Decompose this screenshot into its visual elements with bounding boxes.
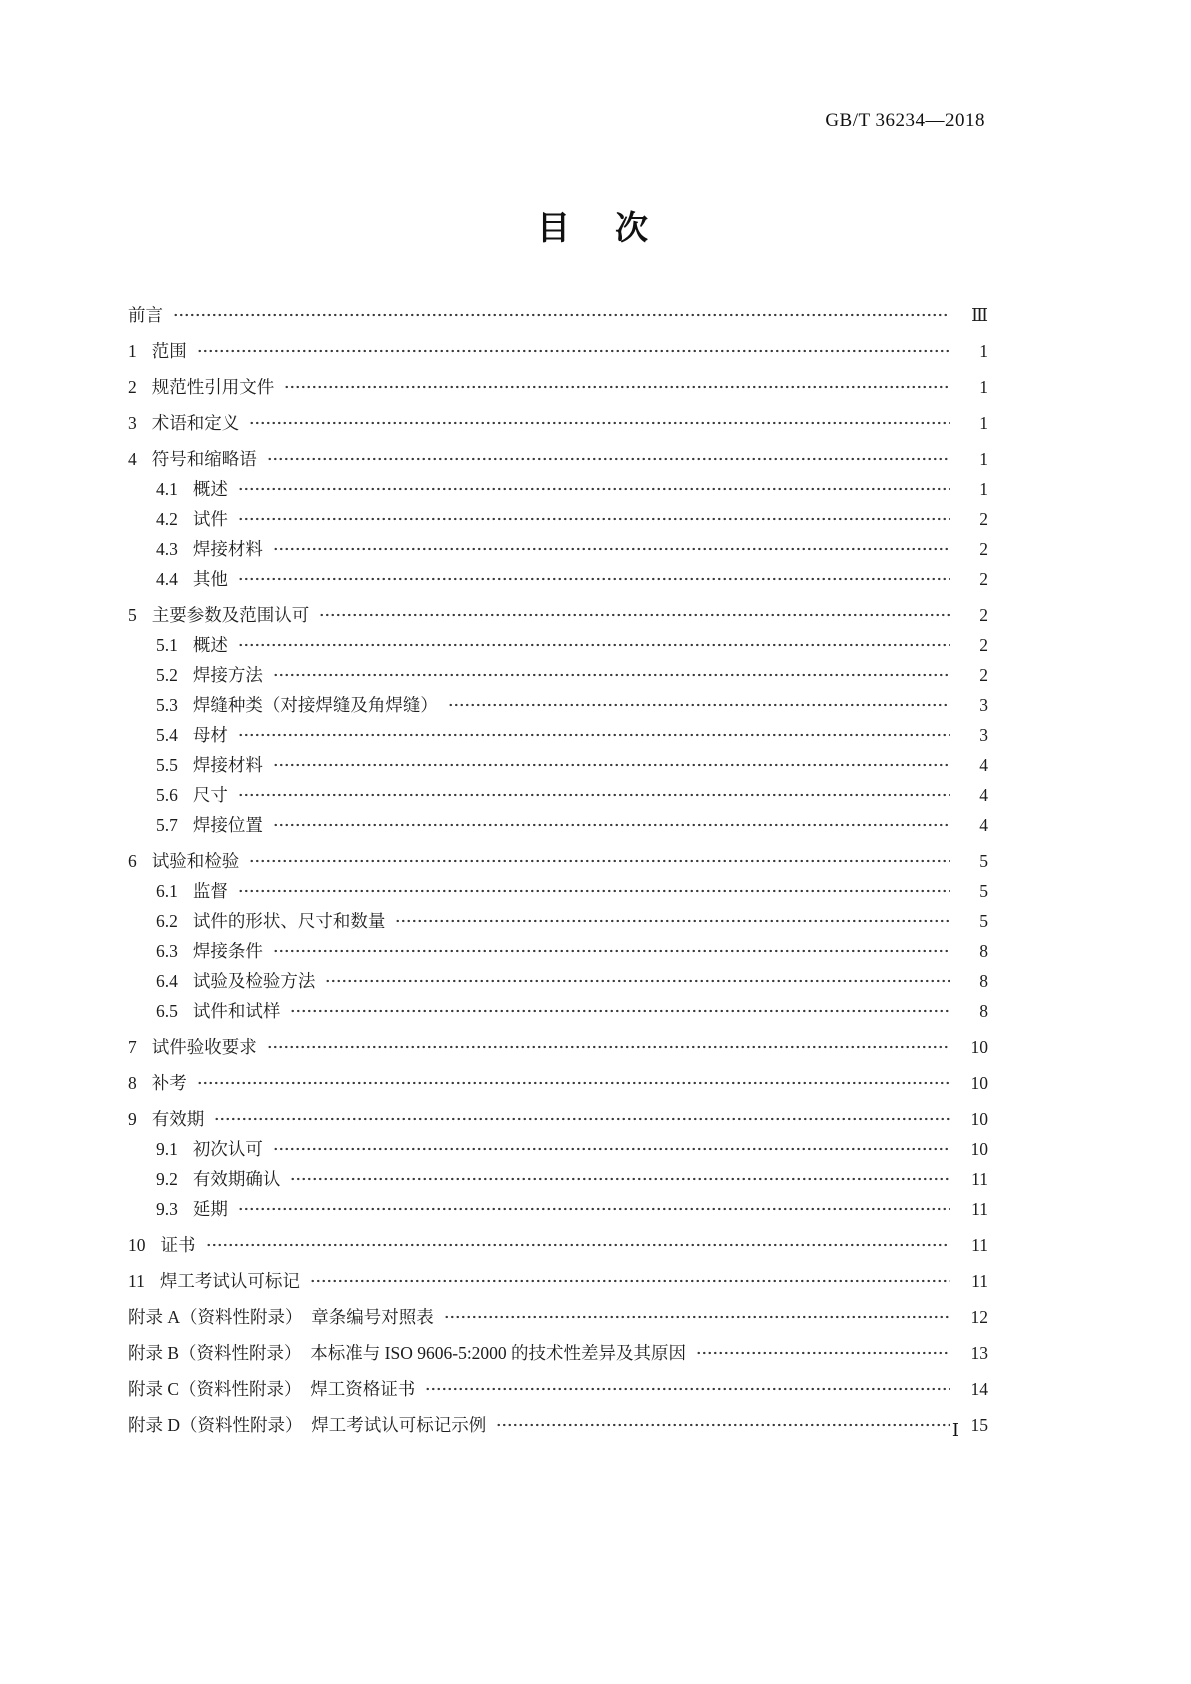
toc-entry-number: 1 <box>128 341 137 361</box>
toc-entry <box>128 1302 988 1332</box>
toc-entry-number: 9.1 <box>156 1139 178 1159</box>
toc-entry-label[interactable]: 附录 A（资料性附录） 章条编号对照表 <box>128 1307 434 1327</box>
toc-entry-number: 9.3 <box>156 1199 178 1219</box>
toc-entry-label[interactable]: 试验和检验 <box>151 851 240 871</box>
toc-entry <box>128 810 988 840</box>
toc-entry <box>128 600 988 630</box>
dot-leader <box>395 915 950 927</box>
dot-leader <box>238 639 950 651</box>
toc-entry <box>128 474 988 504</box>
dot-leader <box>206 1239 951 1251</box>
toc-page-number: 10 <box>970 1139 988 1159</box>
toc-entry <box>128 1230 988 1260</box>
toc-entry <box>128 1068 988 1098</box>
toc-entry-label[interactable]: 附录 C（资料性附录） 焊工资格证书 <box>128 1379 416 1399</box>
toc-entry-label[interactable]: 焊接材料 <box>192 539 263 559</box>
dot-leader <box>696 1347 950 1359</box>
dot-leader <box>448 699 950 711</box>
toc-page-number: 14 <box>970 1379 988 1399</box>
toc-page-number: 8 <box>979 941 988 961</box>
toc-entry-number: 2 <box>128 377 137 397</box>
toc-entry-number: 5.6 <box>156 785 178 805</box>
toc-entry-number: 6.5 <box>156 1001 178 1021</box>
toc-entry-label[interactable]: 主要参数及范围认可 <box>151 605 310 625</box>
toc-page-number: 4 <box>979 755 988 775</box>
toc-page-number: 11 <box>971 1169 988 1189</box>
toc-page-number: 2 <box>979 569 988 589</box>
toc-page-number: 8 <box>979 1001 988 1021</box>
toc-entry-number: 4.1 <box>156 479 178 499</box>
toc-entry-label[interactable]: 延期 <box>192 1199 228 1219</box>
dot-leader <box>444 1311 950 1323</box>
toc-page-number: 1 <box>979 479 988 499</box>
toc-entry <box>128 876 988 906</box>
toc-entry-number: 7 <box>128 1037 137 1057</box>
toc-page-number: 3 <box>979 695 988 715</box>
footer-page-number: Ⅰ <box>951 1420 959 1440</box>
toc-entry-number: 5.7 <box>156 815 178 835</box>
toc-page-number: 5 <box>979 911 988 931</box>
toc-entry-number: 4.4 <box>156 569 178 589</box>
toc-page-number: 3 <box>979 725 988 745</box>
toc-entry-number: 5.4 <box>156 725 178 745</box>
toc-page-number: 2 <box>979 539 988 559</box>
toc-entry <box>128 630 988 660</box>
dot-leader <box>249 417 950 429</box>
page-title: 目 次 <box>537 211 654 247</box>
toc-page-number: 4 <box>979 815 988 835</box>
toc-entry-label[interactable]: 有效期 <box>151 1109 205 1129</box>
dot-leader <box>273 543 950 555</box>
dot-leader <box>325 975 950 987</box>
dot-leader <box>273 759 950 771</box>
toc-entry-label[interactable]: 试件 <box>192 509 228 529</box>
toc-entry <box>128 534 988 564</box>
toc-entry-label[interactable]: 试件和试样 <box>192 1001 281 1021</box>
toc-entry-label[interactable]: 范围 <box>151 341 187 361</box>
toc-entry <box>128 750 988 780</box>
dot-leader <box>238 729 950 741</box>
toc-page-number: 1 <box>979 341 988 361</box>
toc-entry <box>128 564 988 594</box>
toc-entry-number: 5.1 <box>156 635 178 655</box>
toc-entry-label[interactable]: 试验及检验方法 <box>192 971 316 991</box>
dot-leader <box>197 345 950 357</box>
dot-leader <box>267 453 950 465</box>
toc-page-number: 12 <box>970 1307 988 1327</box>
toc-entry <box>128 720 988 750</box>
toc-entry-label[interactable]: 符号和缩略语 <box>151 449 257 469</box>
toc-entry-label[interactable]: 附录 B（资料性附录） 本标准与 ISO 9606-5:2000 的技术性差异及其原因 <box>128 1343 687 1363</box>
toc-page-number: 1 <box>979 449 988 469</box>
toc-page-number: 4 <box>979 785 988 805</box>
toc-page-number: Ⅲ <box>971 305 988 325</box>
toc-entry <box>128 690 988 720</box>
toc-entry-label[interactable]: 前言 <box>128 305 163 325</box>
toc-page-number: 5 <box>979 881 988 901</box>
toc-entry <box>128 780 988 810</box>
dot-leader <box>290 1173 950 1185</box>
dot-leader <box>290 1005 950 1017</box>
toc-entry-label[interactable]: 焊接位置 <box>192 815 263 835</box>
toc-entry-number: 9 <box>128 1109 137 1129</box>
toc-entry <box>128 936 988 966</box>
toc-page-number: 13 <box>970 1343 988 1363</box>
toc-page-number: 2 <box>979 509 988 529</box>
toc-page-number: 15 <box>970 1415 988 1435</box>
toc-entry-number: 5.2 <box>156 665 178 685</box>
toc-entry-number: 5.5 <box>156 755 178 775</box>
toc-entry <box>128 1164 988 1194</box>
toc-entry <box>128 408 988 438</box>
toc-page-number: 2 <box>979 605 988 625</box>
toc-entry-number: 6.2 <box>156 911 178 931</box>
dot-leader <box>173 309 950 321</box>
toc-page-number: 2 <box>979 665 988 685</box>
toc-entry-number: 8 <box>128 1073 137 1093</box>
toc-entry-label[interactable]: 试件验收要求 <box>151 1037 257 1057</box>
toc-entry-number: 6.4 <box>156 971 178 991</box>
dot-leader <box>238 573 950 585</box>
dot-leader <box>273 819 950 831</box>
toc-entry-number: 6.3 <box>156 941 178 961</box>
toc-entry <box>128 966 988 996</box>
toc-entry-number: 11 <box>128 1271 145 1291</box>
toc-entry <box>128 1338 988 1368</box>
toc-page-number: 8 <box>979 971 988 991</box>
toc-page-number: 11 <box>971 1235 988 1255</box>
toc-entry-number: 5.3 <box>156 695 178 715</box>
toc-entry-label[interactable]: 其他 <box>192 569 228 589</box>
toc-entry-label[interactable]: 尺寸 <box>192 785 228 805</box>
toc-page-number: 5 <box>979 851 988 871</box>
dot-leader <box>249 855 950 867</box>
dot-leader <box>238 1203 950 1215</box>
dot-leader <box>197 1077 950 1089</box>
toc-entry <box>128 1134 988 1164</box>
toc-entry-number: 10 <box>128 1235 146 1255</box>
toc-entry-label[interactable]: 补考 <box>151 1073 187 1093</box>
toc-entry-label[interactable]: 监督 <box>192 881 228 901</box>
toc-entry <box>128 444 988 474</box>
toc-entry-label[interactable]: 焊接材料 <box>192 755 263 775</box>
toc-entry <box>128 660 988 690</box>
toc-entry-label[interactable]: 焊缝种类（对接焊缝及角焊缝） <box>192 695 438 715</box>
toc-entry <box>128 1374 988 1404</box>
toc-entry-number: 4 <box>128 449 137 469</box>
toc-page-number: 1 <box>979 413 988 433</box>
toc-entry <box>128 1410 988 1440</box>
toc-entry-number: 3 <box>128 413 137 433</box>
toc-entry-label[interactable]: 焊接方法 <box>192 665 263 685</box>
dot-leader <box>238 789 950 801</box>
toc-page-number: 10 <box>970 1073 988 1093</box>
toc-entry <box>128 300 988 330</box>
dot-leader <box>319 609 950 621</box>
toc-page-number: 11 <box>971 1271 988 1291</box>
standard-number: GB/T 36234—2018 <box>825 110 985 131</box>
dot-leader <box>310 1275 950 1287</box>
dot-leader <box>214 1113 950 1125</box>
dot-leader <box>284 381 950 393</box>
toc-entry-label[interactable]: 附录 D（资料性附录） 焊工考试认可标记示例 <box>128 1415 487 1435</box>
toc-page-number: 10 <box>970 1109 988 1129</box>
toc-entry <box>128 1032 988 1062</box>
toc-entry-label[interactable]: 有效期确认 <box>192 1169 281 1189</box>
toc-entry-label[interactable]: 术语和定义 <box>151 413 240 433</box>
toc-entry-number: 6 <box>128 851 137 871</box>
toc-entry <box>128 906 988 936</box>
toc-page-number: 1 <box>979 377 988 397</box>
toc-page-number: 2 <box>979 635 988 655</box>
toc-entry-label[interactable]: 焊工考试认可标记 <box>159 1271 300 1291</box>
toc-entry-label[interactable]: 母材 <box>192 725 228 745</box>
dot-leader <box>425 1383 950 1395</box>
toc-entry-number: 9.2 <box>156 1169 178 1189</box>
toc-entry <box>128 372 988 402</box>
toc-entry-label[interactable]: 证书 <box>160 1235 196 1255</box>
toc-entry <box>128 336 988 366</box>
toc-entry-number: 4.2 <box>156 509 178 529</box>
dot-leader <box>267 1041 950 1053</box>
table-of-contents <box>128 300 988 1440</box>
dot-leader <box>273 669 950 681</box>
toc-entry-label[interactable]: 概述 <box>192 479 228 499</box>
toc-page-number: 11 <box>971 1199 988 1219</box>
toc-entry-number: 5 <box>128 605 137 625</box>
toc-entry <box>128 846 988 876</box>
dot-leader <box>238 513 950 525</box>
toc-entry-label[interactable]: 初次认可 <box>192 1139 263 1159</box>
toc-entry-label[interactable]: 焊接条件 <box>192 941 263 961</box>
toc-entry-label[interactable]: 规范性引用文件 <box>151 377 275 397</box>
dot-leader <box>238 483 950 495</box>
toc-entry-label[interactable]: 概述 <box>192 635 228 655</box>
dot-leader <box>273 945 950 957</box>
toc-entry <box>128 504 988 534</box>
toc-entry <box>128 996 988 1026</box>
toc-entry <box>128 1104 988 1134</box>
dot-leader <box>238 885 950 897</box>
toc-entry-label[interactable]: 试件的形状、尺寸和数量 <box>192 911 386 931</box>
toc-entry <box>128 1266 988 1296</box>
dot-leader <box>273 1143 950 1155</box>
toc-page-number: 10 <box>970 1037 988 1057</box>
toc-entry <box>128 1194 988 1224</box>
toc-entry-number: 4.3 <box>156 539 178 559</box>
dot-leader <box>496 1419 950 1431</box>
toc-entry-number: 6.1 <box>156 881 178 901</box>
